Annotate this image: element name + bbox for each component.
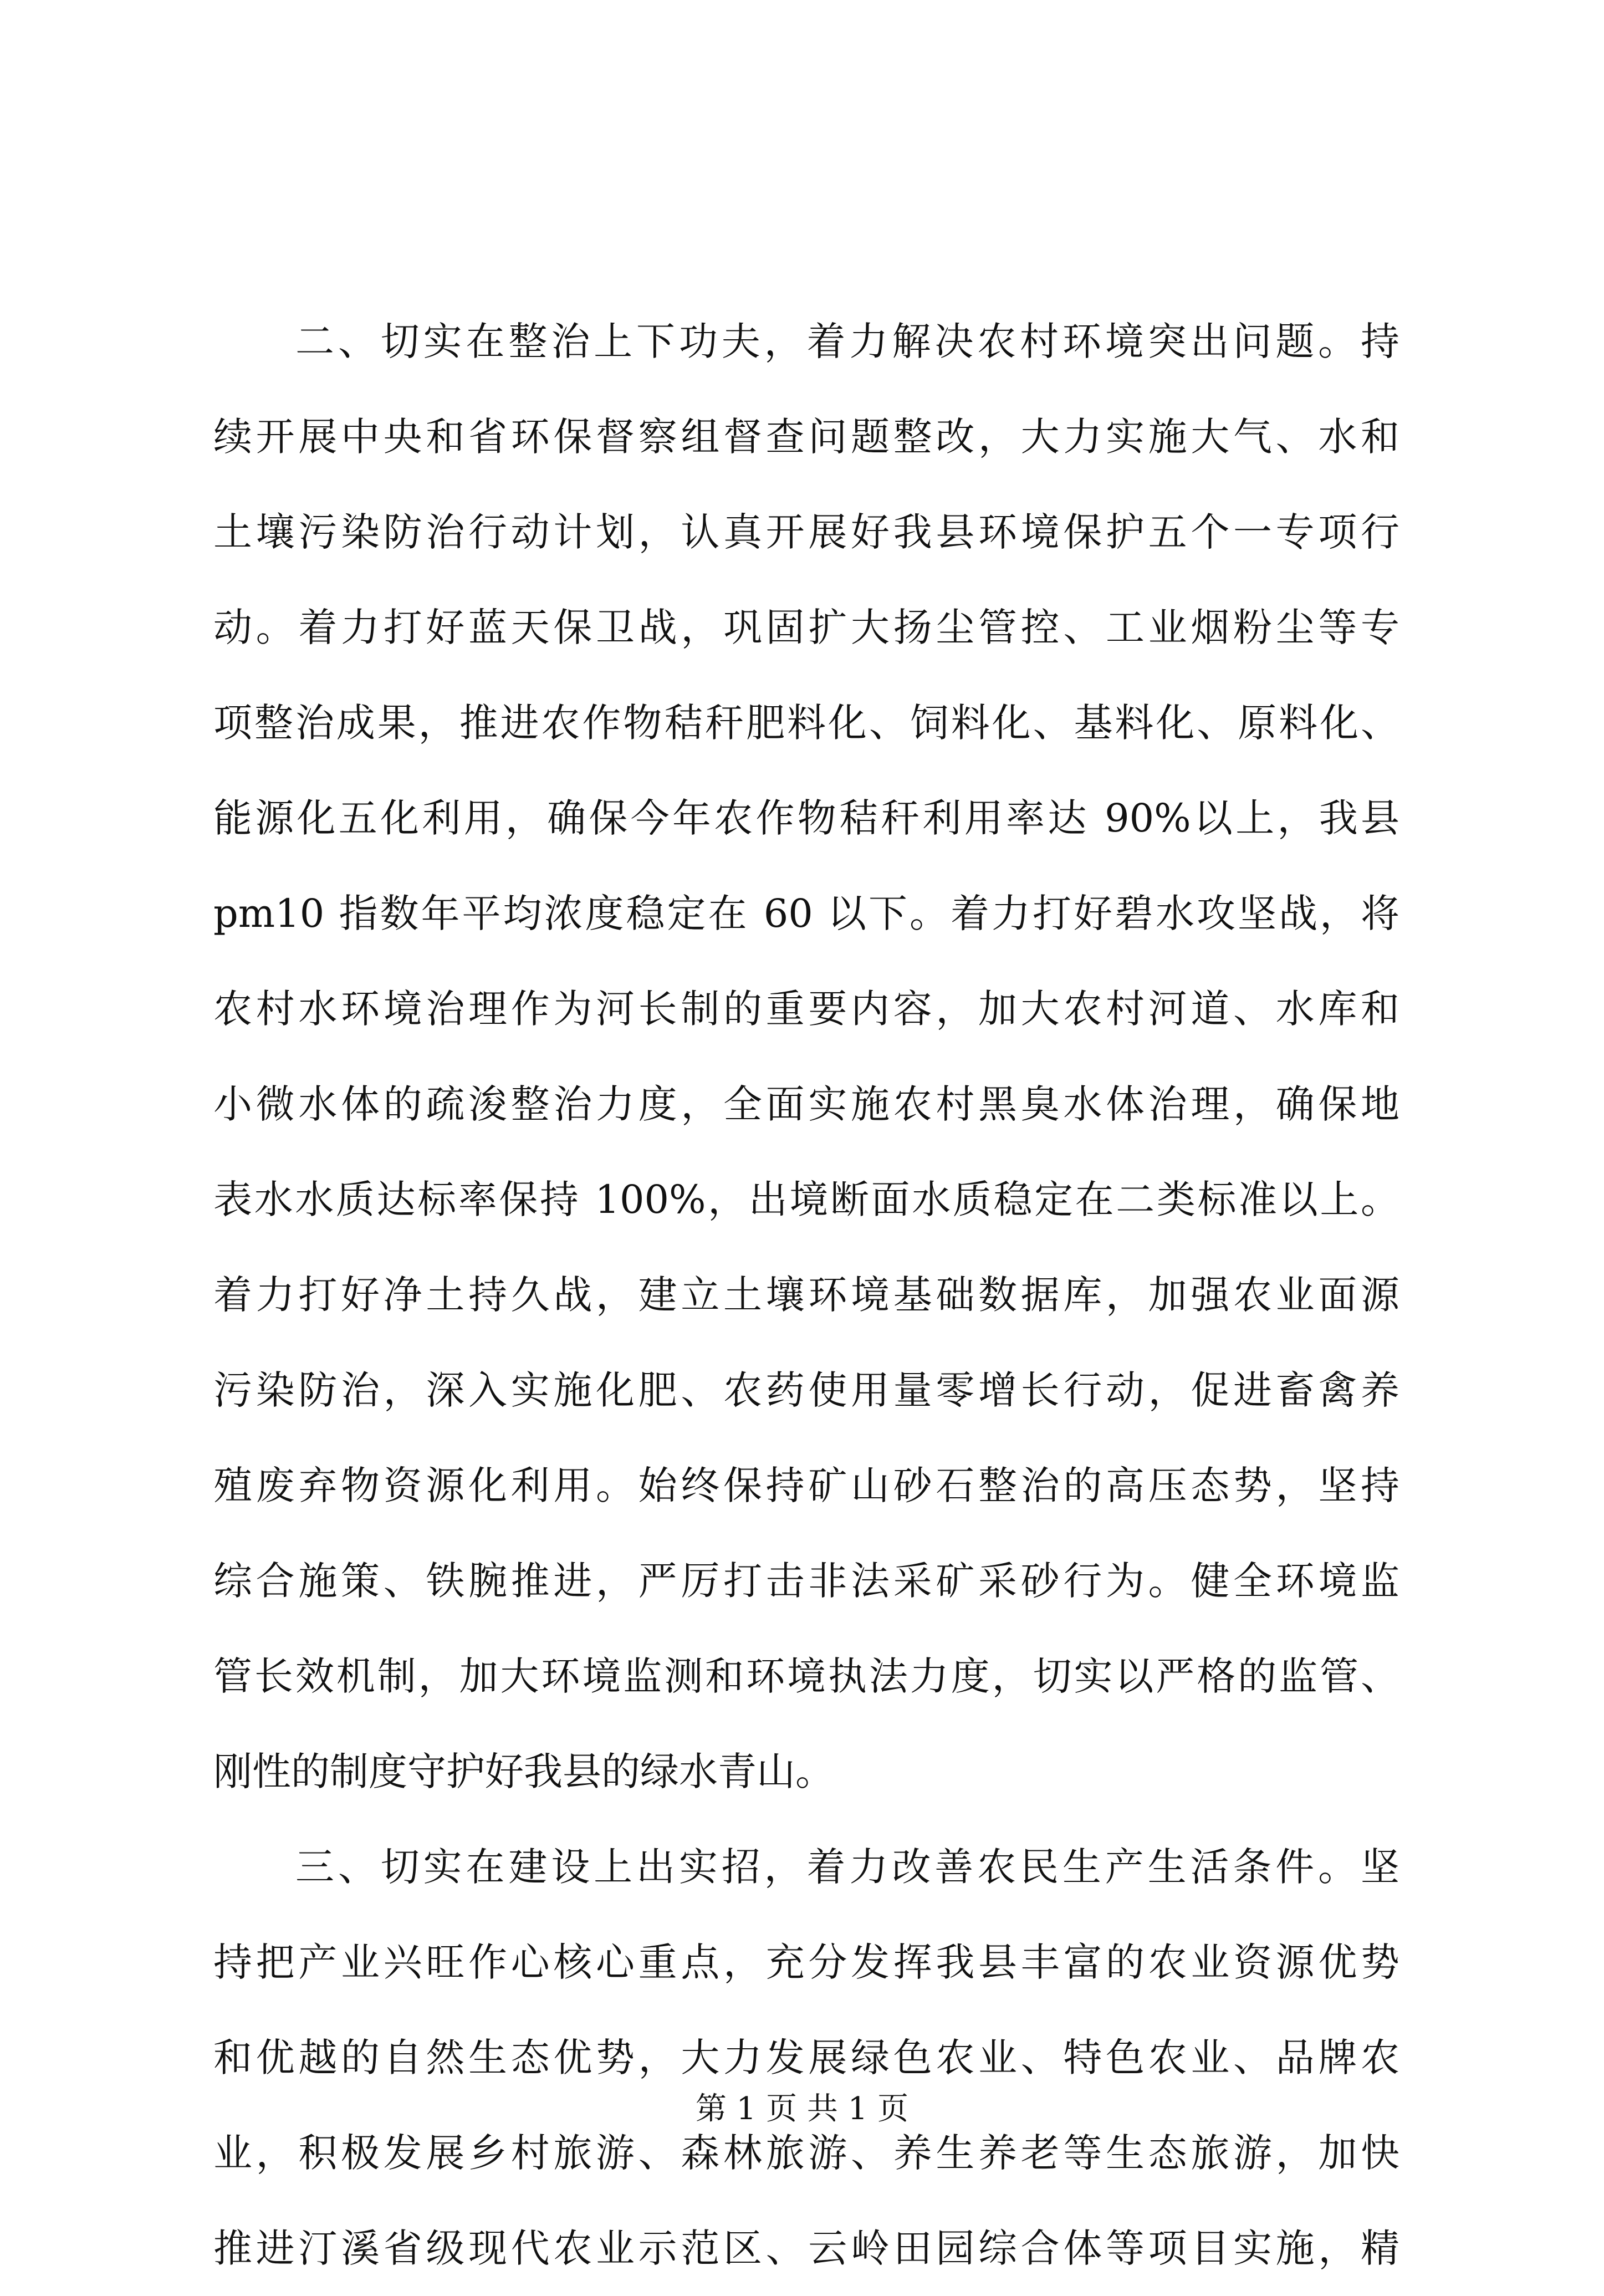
paragraph-line: 殖废弃物资源化利用。始终保持矿山砂石整治的高压态势，坚持 xyxy=(213,1463,1399,1508)
paragraph-line: 农村水环境治理作为河长制的重要内容，加大农村河道、水库和 xyxy=(213,986,1399,1032)
paragraph-line: 业，积极发展乡村旅游、森林旅游、养生养老等生态旅游，加快 xyxy=(213,2130,1399,2176)
paragraph-line: 三、切实在建设上出实招，着力改善农民生产生活条件。坚 xyxy=(295,1844,1399,1890)
paragraph-line: 着力打好净土持久战，建立土壤环境基础数据库，加强农业面源 xyxy=(213,1272,1399,1318)
page-number-label: 第 1 页 共 1 页 xyxy=(695,2091,909,2127)
paragraph-line: pm10 指数年平均浓度稳定在 60 以下。着力打好碧水攻坚战，将 xyxy=(213,891,1399,936)
paragraph-line: 刚性的制度守护好我县的绿水青山。 xyxy=(213,1749,834,1794)
paragraph-line: 续开展中央和省环保督察组督查问题整改，大力实施大气、水和 xyxy=(213,414,1399,460)
paragraph-line: 综合施策、铁腕推进，严厉打击非法采矿采砂行为。健全环境监 xyxy=(213,1558,1399,1604)
paragraph-2 xyxy=(213,294,1399,1819)
page-footer xyxy=(0,2087,1604,2131)
paragraph-line: 表水水质达标率保持 100%，出境断面水质稳定在二类标准以上。 xyxy=(213,1177,1399,1222)
paragraph-line: 管长效机制，加大环境监测和环境执法力度，切实以严格的监管、 xyxy=(213,1654,1399,1699)
document-body xyxy=(213,294,1399,2296)
paragraph-line: 和优越的自然生态优势，大力发展绿色农业、特色农业、品牌农 xyxy=(213,2035,1399,2080)
paragraph-line: 小微水体的疏浚整治力度，全面实施农村黑臭水体治理，确保地 xyxy=(213,1081,1399,1127)
paragraph-line: 推进汀溪省级现代农业示范区、云岭田园综合体等项目实施，精 xyxy=(213,2226,1399,2271)
paragraph-line: 土壤污染防治行动计划，认真开展好我县环境保护五个一专项行 xyxy=(213,509,1399,555)
paragraph-line: 能源化五化利用，确保今年农作物秸秆利用率达 90%以上，我县 xyxy=(213,795,1399,841)
paragraph-line: 动。着力打好蓝天保卫战，巩固扩大扬尘管控、工业烟粉尘等专 xyxy=(213,605,1399,650)
paragraph-line: 二、切实在整治上下功夫，着力解决农村环境突出问题。持 xyxy=(295,319,1399,364)
paragraph-line: 污染防治，深入实施化肥、农药使用量零增长行动，促进畜禽养 xyxy=(213,1368,1399,1413)
paragraph-3 xyxy=(213,1819,1399,2296)
paragraph-line: 持把产业兴旺作心核心重点，充分发挥我县丰富的农业资源优势 xyxy=(213,1940,1399,1985)
paragraph-line: 项整治成果，推进农作物秸秆肥料化、饲料化、基料化、原料化、 xyxy=(213,700,1399,746)
